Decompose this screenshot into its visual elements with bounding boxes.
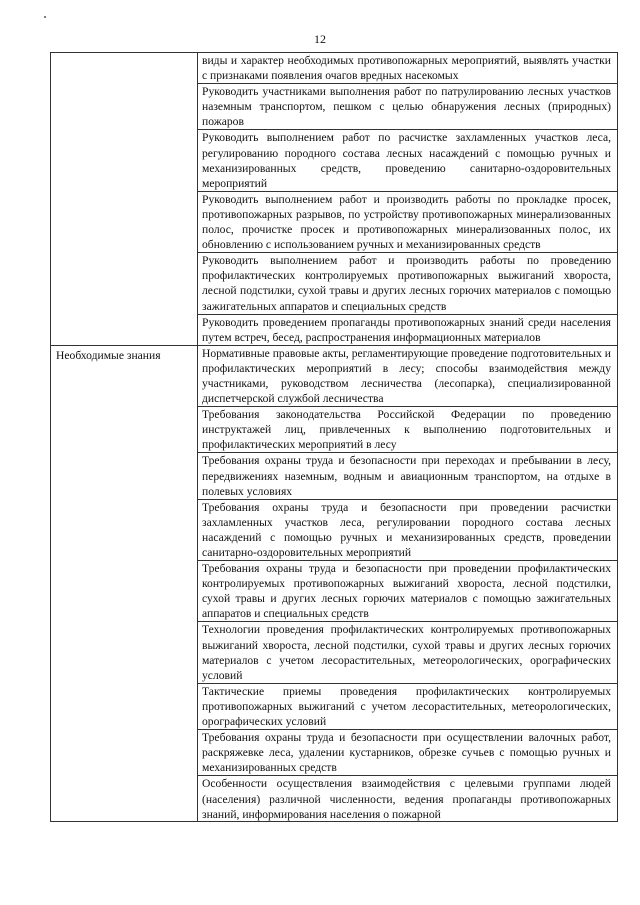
skills-section-label: [51, 53, 198, 346]
knowledge-entry: Требования законодательства Российской Федерации по проведению инструктажей лиц, привлеченных к выполнению подготовительных и профилактических мероприятий в лесу: [198, 407, 618, 453]
table-row: [51, 53, 618, 84]
knowledge-entry: Требования охраны труда и безопасности при проведении расчистки захламленных участков леса, регулировании породного состава лесных насаждений с помощью ручных и механизированных средств, проведении санитарно-оздоровительных мероприятий: [198, 499, 618, 560]
skills-entry: Руководить проведением пропаганды противопожарных знаний среди населения путем встреч, бесед, распространения информационных материалов: [198, 314, 618, 345]
scan-mark: [44, 16, 46, 18]
knowledge-entry: Технологии проведения профилактических контролируемых противопожарных выжиганий хвороста, лесной подстилки, сухой травы и других лесных горючих материалов с учетом лесорастительных, метеорологических, орографических условий: [198, 622, 618, 683]
knowledge-entry-continued: [198, 776, 618, 822]
skills-entry: Руководить выполнением работ и производить работы по проведению профилактических контролируемых противопожарных выжиганий хвороста, лесной подстилки, сухой травы и других лесных горючих материалов с помощью зажигательных аппаратов и специальных средств: [198, 253, 618, 314]
page-number: 12: [314, 32, 326, 46]
knowledge-entry: Требования охраны труда и безопасности при осуществлении валочных работ, раскряжевке леса, удалении кустарников, обрезке сучьев с помощью ручных и механизированных средств: [198, 730, 618, 776]
knowledge-entry: Требования охраны труда и безопасности при переходах и пребывании в лесу, передвижениях наземным, водным и авиационным транспортом, на отдыхе в полевых условиях: [198, 453, 618, 499]
skills-entry: Руководить выполнением работ по расчистке захламленных участков леса, регулированию породного состава лесных насаждений с помощью ручных и механизированных средств, проведению санитарно-оздоровительных мероприятий: [198, 130, 618, 191]
skills-entry: виды и характер необходимых противопожарных мероприятий, выявлять участки с признаками появления очагов вредных насекомых: [198, 53, 618, 84]
knowledge-section-label: Необходимые знания: [51, 345, 198, 822]
knowledge-entry: Требования охраны труда и безопасности при проведении профилактических контролируемых противопожарных выжиганий хвороста, лесной подстилки, сухой травы и других лесных горючих материалов с помощью зажигательных аппаратов и специальных средств: [198, 561, 618, 622]
table-row: [51, 345, 618, 406]
professional-standard-table: [50, 52, 618, 822]
knowledge-entry: Нормативные правовые акты, регламентирующие проведение подготовительных и профилактических мероприятий в лесу; способы взаимодействия между участниками, руководством лесничества (лесопарка), специализированной диспетчерской службой лесничества: [198, 345, 618, 406]
skills-entry: Руководить участниками выполнения работ по патрулированию лесных участков наземным транспортом, пешком с целью обнаружения лесных (природных) пожаров: [198, 84, 618, 130]
knowledge-entry: Тактические приемы проведения профилактических контролируемых противопожарных выжиганий с учетом лесорастительных, метеорологических, орографических условий: [198, 683, 618, 729]
skills-entry: Руководить выполнением работ и производить работы по прокладке просек, противопожарных разрывов, по устройству противопожарных минерализованных полос, прочистке просек и противопожарных минерализованных полос, их обновлению с использованием ручных и механизированных средств: [198, 191, 618, 252]
knowledge-entry-text: Особенности осуществления взаимодействия с целевыми группами людей (населения) различной численности, ведения пропаганды противопожарных знаний, информирования населения о пожарной: [202, 777, 611, 821]
